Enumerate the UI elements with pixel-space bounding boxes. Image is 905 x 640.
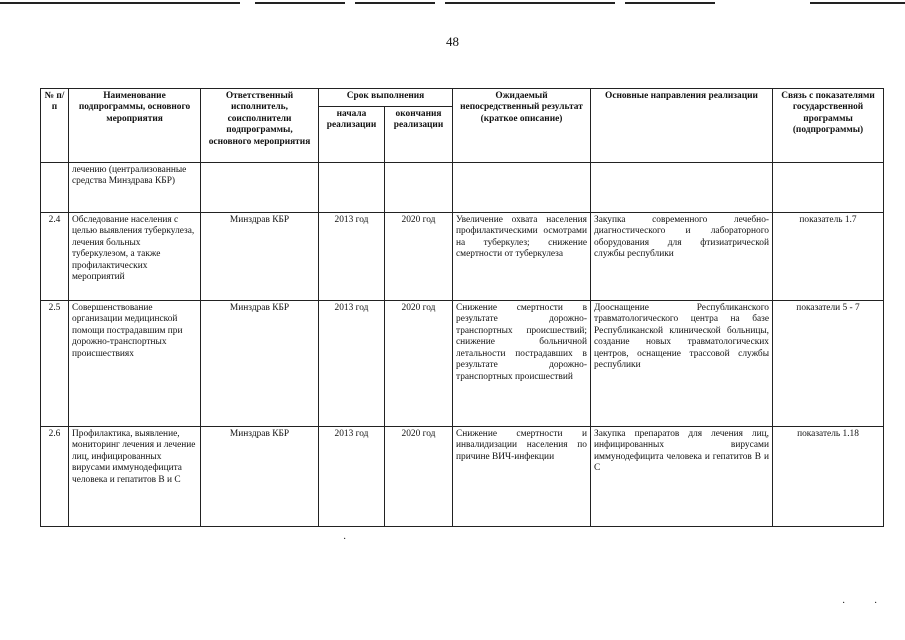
header-name: Наименование подпрограммы, основного мероприятия [69, 89, 201, 163]
scan-top-line [625, 2, 715, 4]
cell-start [319, 163, 385, 213]
table-row-continuation [41, 163, 884, 213]
cell-start: 2013 год [319, 301, 385, 427]
cell-responsible [201, 163, 319, 213]
scan-top-line [355, 2, 435, 4]
header-result: Ожидаемый непосредственный результат (краткое описание) [453, 89, 591, 163]
cell-directions: Дооснащение Республиканского травматологического центра на базе Республиканской клинической больницы, создание новых травматологических центров, оснащение трассовой службы республики [591, 301, 773, 427]
cell-directions: Закупка препаратов для лечения лиц, инфицированных вирусами иммунодефицита человека и гепатитов В и С [591, 427, 773, 527]
scan-top-line [445, 2, 615, 4]
cell-num [41, 163, 69, 213]
cell-end: 2020 год [385, 301, 453, 427]
header-link: Связь с показателями государственной программы (подпрограммы) [773, 89, 884, 163]
cell-responsible: Минздрав КБР [201, 213, 319, 301]
scan-top-line [0, 2, 240, 4]
cell-name: Профилактика, выявление, мониторинг лечения и лечение лиц, инфицированных вирусами иммунодефицита человека и гепатитов В и С [69, 427, 201, 527]
scan-speck: · [842, 598, 846, 609]
cell-result [453, 163, 591, 213]
cell-link: показатель 1.7 [773, 213, 884, 301]
scan-speck: · [874, 598, 878, 609]
header-responsible: Ответственный исполнитель, соисполнители подпрограммы, основного мероприятия [201, 89, 319, 163]
cell-link: показатели 5 - 7 [773, 301, 884, 427]
cell-start: 2013 год [319, 213, 385, 301]
cell-num: 2.4 [41, 213, 69, 301]
cell-start: 2013 год [319, 427, 385, 527]
measures-table [40, 88, 884, 527]
cell-link [773, 163, 884, 213]
cell-result: Снижение смертности и инвалидизации населения по причине ВИЧ-инфекции [453, 427, 591, 527]
cell-end: 2020 год [385, 427, 453, 527]
scan-top-line [255, 2, 345, 4]
header-start: начала реализации [319, 107, 385, 163]
cell-num: 2.6 [41, 427, 69, 527]
cell-name: Совершенствование организации медицинской помощи пострадавшим при дорожно-транспортных происшествиях [69, 301, 201, 427]
cell-name: Обследование населения с целью выявления туберкулеза, лечения больных туберкулезом, а также профилактических мероприятий [69, 213, 201, 301]
cell-responsible: Минздрав КБР [201, 301, 319, 427]
cell-responsible: Минздрав КБР [201, 427, 319, 527]
cell-result: Снижение смертности в результате дорожно-транспортных происшествий; снижение больничной летальности пострадавших в результате дорожно-транспортных происшествий [453, 301, 591, 427]
header-end: окончания реализации [385, 107, 453, 163]
header-num: № п/п [41, 89, 69, 163]
cell-directions: Закупка современного лечебно-диагностического и лабораторного оборудования для фтизиатрической службы республики [591, 213, 773, 301]
header-directions: Основные направления реализации [591, 89, 773, 163]
cell-link: показатель 1.18 [773, 427, 884, 527]
cell-directions [591, 163, 773, 213]
cell-end: 2020 год [385, 213, 453, 301]
table-row [41, 301, 884, 427]
header-period: Срок выполнения [319, 89, 453, 107]
table-row [41, 213, 884, 301]
table-row [41, 427, 884, 527]
scan-speck: · [343, 534, 347, 545]
cell-name: лечению (централизованные средства Минздрава КБР) [69, 163, 201, 213]
cell-num: 2.5 [41, 301, 69, 427]
scan-top-line [810, 2, 905, 4]
page-number: 48 [446, 34, 459, 49]
cell-result: Увеличение охвата населения профилактическими осмотрами на туберкулез; снижение смертности от туберкулеза [453, 213, 591, 301]
cell-end [385, 163, 453, 213]
